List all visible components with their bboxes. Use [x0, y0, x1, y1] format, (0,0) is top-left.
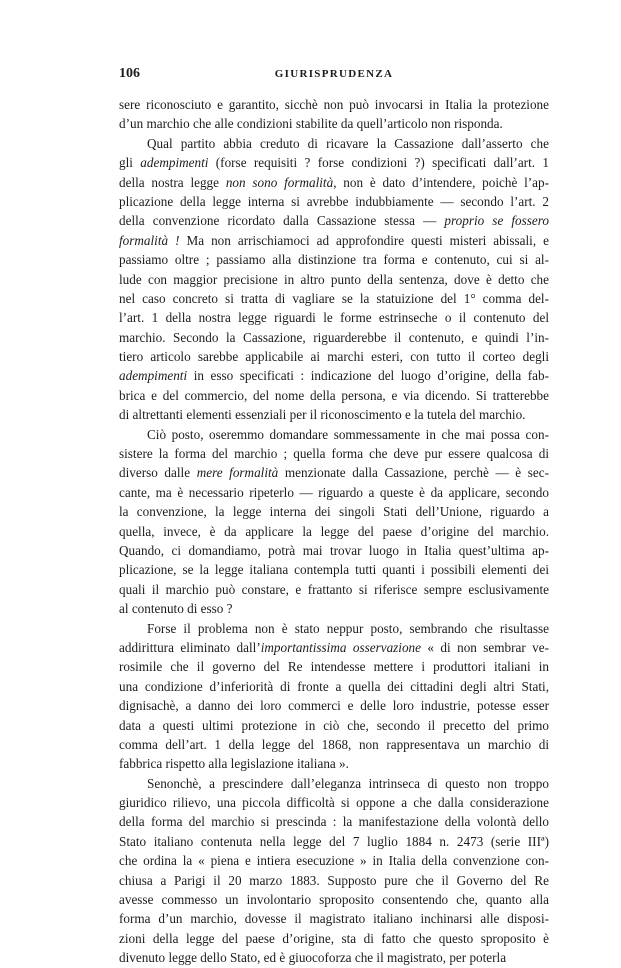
- text-run: plicazione, se la legge italiana contempla tutti quanti i possibili elementi dei: [119, 562, 549, 578]
- text-run: sere riconosciuto e garantito, sicchè non può invocarsi in Italia la protezione: [119, 97, 549, 112]
- text-line: [119, 909, 549, 928]
- text-run: della nostra legge: [119, 174, 226, 190]
- text-line: [119, 114, 549, 133]
- text-line: [119, 328, 549, 347]
- text-run: chiusa a Parigi il 20 marzo 1883. Supposto pure che il Governo del Re: [119, 872, 549, 888]
- text-line: [119, 347, 549, 366]
- text-run: l’art. 1 della nostra legge riguardi le forme estrinseche o il contenuto del: [119, 310, 549, 326]
- text-run: in esso specificati : indicazione del luogo d’origine, della fab-: [187, 368, 549, 384]
- text-line: [119, 192, 549, 211]
- paragraph: [119, 134, 549, 425]
- text-line: [119, 153, 549, 172]
- text-line: [119, 134, 549, 153]
- text-run: Quando, ci domandiamo, potrà mai trovar luogo in Italia quest’ultima ap-: [119, 542, 549, 558]
- text-run: dignisachè, a danno dei loro commerci e delle loro industrie, potesse esser: [119, 698, 549, 714]
- text-line: [119, 580, 549, 599]
- text-line: [119, 812, 549, 831]
- text-run: tiero articolo sarebbe applicabile ai marchi esteri, con tutto il corteo degli: [119, 349, 549, 365]
- text-run: Senonchè, a prescindere dall’eleganza intrinseca di questo non troppo: [147, 775, 549, 791]
- text-line: [119, 211, 549, 230]
- text-line: [119, 716, 549, 735]
- text-run: comma dell’art. 1 della legge del 1868, non rappresentava un marchio di: [119, 736, 549, 752]
- text-run: giuridico rilievo, una piccola difficoltà si oppone a che dalla considerazione: [119, 795, 549, 811]
- text-run: non è dato d’intendere, poichè l’ap-: [336, 174, 550, 190]
- text-line: [119, 657, 549, 676]
- text-run: rosimile che il governo del Re intendesse mettere i produttori italiani in: [119, 659, 549, 675]
- text-line: [119, 832, 549, 851]
- text-run: avesse commesso un involontario sproposito consentendo che, quanto alla: [119, 892, 549, 908]
- italic-run: proprio se fossero: [444, 213, 549, 229]
- text-run: quali il marchio può constare, e frattanto si riferisce sempre esclusivamente: [119, 581, 549, 597]
- text-line: [119, 386, 549, 405]
- text-line: [119, 444, 549, 463]
- text-run: data a questi ultimi protezione in ciò che, secondo il precetto del primo: [119, 717, 549, 733]
- text-line: [119, 560, 549, 579]
- italic-run: importantissima osservazione: [260, 639, 422, 655]
- paragraph: [119, 425, 549, 619]
- text-line: [119, 871, 549, 890]
- running-title: GIURISPRUDENZA: [274, 68, 394, 80]
- text-line: [119, 483, 549, 502]
- text-run: plicazione della legge interna si avrebbe indubbiamente — secondo l’art. 2: [119, 193, 549, 209]
- text-line: [119, 250, 549, 269]
- text-line: [119, 270, 549, 289]
- text-line: [119, 793, 549, 812]
- text-line: [119, 95, 549, 114]
- text-line: [119, 522, 549, 541]
- text-run: quella, invece, è da applicare la legge del paese d’origine del marchio.: [119, 523, 549, 539]
- text-run: divenuto legge dello Stato, ed è giuocoforza che il magistrato, per poterla: [119, 950, 507, 966]
- paragraph: [119, 619, 549, 774]
- text-run: di altrettanti elementi essenziali per il riconoscimento e la tutela del marchio.: [119, 407, 526, 423]
- text-line: [119, 599, 549, 618]
- text-run: marchio. Secondo la Cassazione, riguarderebbe il contenuto, e quindi l’in-: [119, 329, 549, 345]
- italic-run: formalità !: [119, 232, 180, 248]
- text-line: [119, 231, 549, 250]
- text-line: [119, 619, 549, 638]
- text-run: lude con maggior precisione in altro punto della sentenza, dove è detto che: [119, 271, 549, 287]
- text-run: Ciò posto, oseremmo domandare sommessamente in che mai possa con-: [147, 426, 549, 442]
- text-line: [119, 425, 549, 444]
- text-run: al contenuto di esso ?: [119, 601, 233, 617]
- text-run: forma d’un marchio, dovesse il magistrato italiano inchinarsi alle disposi-: [119, 911, 549, 927]
- page-header: [119, 66, 549, 86]
- text-line: [119, 173, 549, 192]
- text-line: [119, 502, 549, 521]
- text-run: nel caso concreto si tratta di vagliare se la statuizione del 1° comma del-: [119, 290, 549, 306]
- text-run: addirittura eliminato dall’: [119, 639, 261, 655]
- text-run: passiamo oltre ; passiamo alla distinzione tra forma e contenuto, cui si al-: [119, 252, 549, 268]
- text-line: [119, 948, 549, 967]
- text-run: della convenzione ricordato dalla Cassazione stessa —: [119, 213, 445, 229]
- italic-run: non sono formalità,: [225, 174, 337, 190]
- text-run: gli: [119, 155, 141, 171]
- text-run: cante, ma è necessario ripeterlo — riguardo a queste è da applicare, secondo: [119, 484, 549, 500]
- text-run: (forse requisiti ? forse condizioni ?) specificati dall’art. 1: [208, 155, 549, 171]
- text-run: Forse il problema non è stato neppur posto, sembrando che risultasse: [147, 620, 549, 636]
- text-line: [119, 463, 549, 482]
- text-run: Stato italiano contenuta nella legge del 7 luglio 1884 n. 2473 (serie IIIª): [119, 833, 549, 849]
- italic-run: mere formalità: [196, 465, 279, 481]
- text-line: [119, 774, 549, 793]
- page-number: 106: [119, 66, 140, 81]
- text-run: che ordina la « piena e intiera esecuzione » in Italia della convenzione con-: [119, 853, 549, 869]
- text-line: [119, 308, 549, 327]
- text-line: [119, 929, 549, 948]
- text-line: [119, 366, 549, 385]
- text-run: Qual partito abbia creduto di ricavare la Cassazione dall’asserto che: [147, 135, 549, 151]
- text-run: la convenzione, la legge interna dei singoli Stati dell’Unione, riguardo a: [119, 504, 549, 520]
- paragraph: [119, 774, 549, 968]
- text-run: « di non sembrar ve-: [421, 639, 550, 655]
- text-line: [119, 851, 549, 870]
- italic-run: adempimenti: [140, 155, 209, 171]
- text-run: sistere la forma del marchio ; quella forma che deve pur essere qualcosa di: [119, 446, 549, 462]
- italic-run: adempimenti: [119, 368, 188, 384]
- text-run: diverso dalle: [119, 465, 197, 481]
- text-line: [119, 289, 549, 308]
- text-run: zioni della legge del paese d’origine, sta di fatto che questo sproposito è: [119, 930, 549, 946]
- text-run: Ma non arrischiamoci ad approfondire questi misteri abissali, e: [179, 232, 549, 248]
- text-line: [119, 735, 549, 754]
- text-line: [119, 405, 549, 424]
- text-line: [119, 638, 549, 657]
- text-run: fabbrica rispetto alla legislazione italiana ».: [119, 756, 349, 772]
- text-line: [119, 754, 549, 773]
- paragraph: [119, 95, 549, 134]
- text-run: della forma del marchio si prescinda : la manifestazione della volontà dello: [119, 814, 549, 830]
- text-run: brica e del commercio, del nome della persona, e via dicendo. Si tratterebbe: [119, 387, 549, 403]
- body-text: [119, 95, 549, 968]
- text-line: [119, 541, 549, 560]
- text-run: menzionate dalla Cassazione, perchè — è sec-: [278, 465, 549, 481]
- text-run: d’un marchio che alle condizioni stabilite da quell’articolo non risponda.: [119, 116, 503, 132]
- text-run: una condizione d’inferiorità di fronte a quella dei cittadini degli altri Stati,: [119, 678, 549, 694]
- text-line: [119, 696, 549, 715]
- text-line: [119, 677, 549, 696]
